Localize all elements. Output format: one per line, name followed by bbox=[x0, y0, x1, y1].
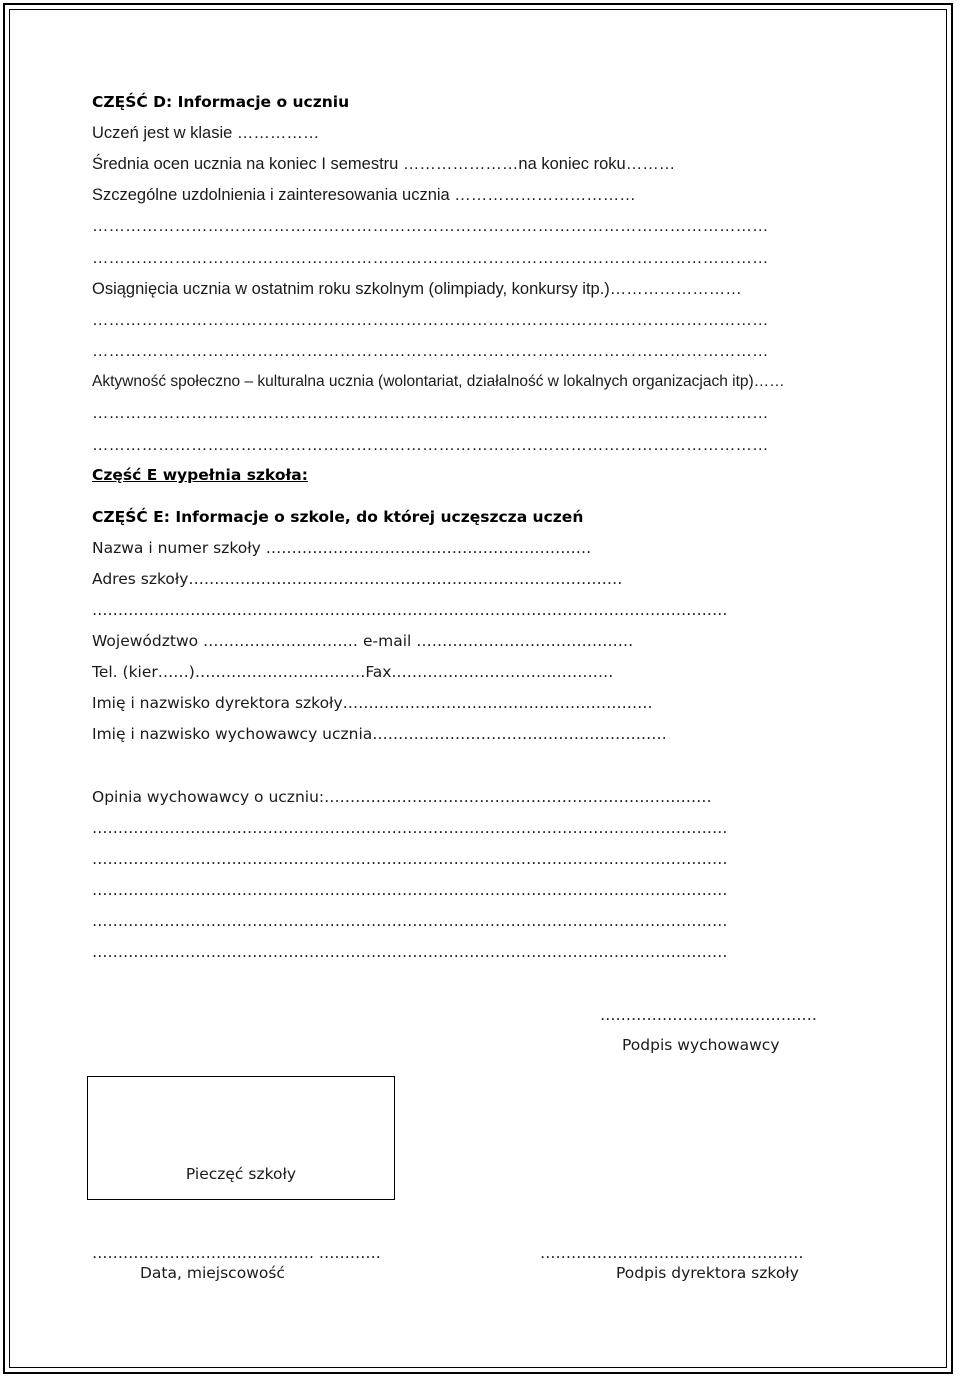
opinion-dots-4: …………………………………………………………………………………………………………… bbox=[92, 912, 728, 930]
opinion-dots-2: …………………………………………………………………………………………………………… bbox=[92, 850, 728, 868]
section-d-heading: CZĘŚĆ D: Informacje o uczniu bbox=[92, 93, 350, 111]
class-line: Uczeń jest w klasie …………… bbox=[92, 124, 320, 142]
talents-line: Szczególne uzdolnienia i zainteresowania ucznia …………………………… bbox=[92, 186, 636, 204]
section-e-filled-by: Część E wypełnia szkoła: bbox=[92, 466, 308, 484]
voivodeship-email-field: Województwo ………………………… e-mail …………………………………… bbox=[92, 632, 634, 650]
director-name-field: Imię i nazwisko dyrektora szkoły…………………………………………………… bbox=[92, 694, 653, 712]
achievements-dots-1: …………………………………………………………………………………………………………… bbox=[92, 311, 769, 329]
date-place-label: Data, miejscowość bbox=[140, 1264, 285, 1282]
activity-dots-2: …………………………………………………………………………………………………………… bbox=[92, 436, 769, 454]
director-signature-label: Podpis dyrektora szkoły bbox=[616, 1264, 799, 1282]
school-name-field: Nazwa i numer szkoły ……………………………………………………… bbox=[92, 539, 592, 557]
date-place-dots: ……………………………………. ………… bbox=[92, 1244, 381, 1262]
achievements-line: Osiągnięcia ucznia w ostatnim roku szkolnym (olimpiady, konkursy itp.)…………………… bbox=[92, 280, 742, 298]
director-signature-dots: …………………………………………… bbox=[540, 1244, 804, 1262]
phone-fax-field: Tel. (kier……)……………………………Fax.…………………………………… bbox=[92, 663, 614, 681]
activity-line: Aktywność społeczno – kulturalna ucznia (wolontariat, działalność w lokalnych organizacjach itp)…… bbox=[92, 373, 785, 390]
opinion-dots-1: …………………………………………………………………………………………………………… bbox=[92, 819, 728, 837]
achievements-dots-2: …………………………………………………………………………………………………………… bbox=[92, 342, 769, 360]
teacher-opinion-field: Opinia wychowawcy o uczniu:………………………………………………………………… bbox=[92, 788, 712, 806]
section-e-heading: CZĘŚĆ E: Informacje o szkole, do której uczęszcza uczeń bbox=[92, 508, 584, 526]
activity-dots-1: …………………………………………………………………………………………………………… bbox=[92, 404, 769, 422]
address-dots: …………………………………………………………………………………………………………… bbox=[92, 601, 728, 619]
teacher-name-field: Imię i nazwisko wychowawcy ucznia………………………………………………… bbox=[92, 725, 667, 743]
school-address-field: Adres szkoły………………………………………………………………………… bbox=[92, 570, 623, 588]
talents-dots-2: …………………………………………………………………………………………………………… bbox=[92, 249, 769, 267]
talents-dots-1: …………………………………………………………………………………………………………… bbox=[92, 217, 769, 235]
opinion-dots-5: …………………………………………………………………………………………………………… bbox=[92, 943, 728, 961]
grades-line: Średnia ocen ucznia na koniec I semestru …………………na koniec roku……… bbox=[92, 155, 676, 173]
school-stamp-label: Pieczęć szkoły bbox=[185, 1165, 297, 1183]
teacher-signature-label: Podpis wychowawcy bbox=[622, 1036, 780, 1054]
school-stamp-box bbox=[87, 1076, 395, 1200]
opinion-dots-3: …………………………………………………………………………………………………………… bbox=[92, 881, 728, 899]
teacher-signature-dots: …………………………………… bbox=[600, 1006, 817, 1024]
